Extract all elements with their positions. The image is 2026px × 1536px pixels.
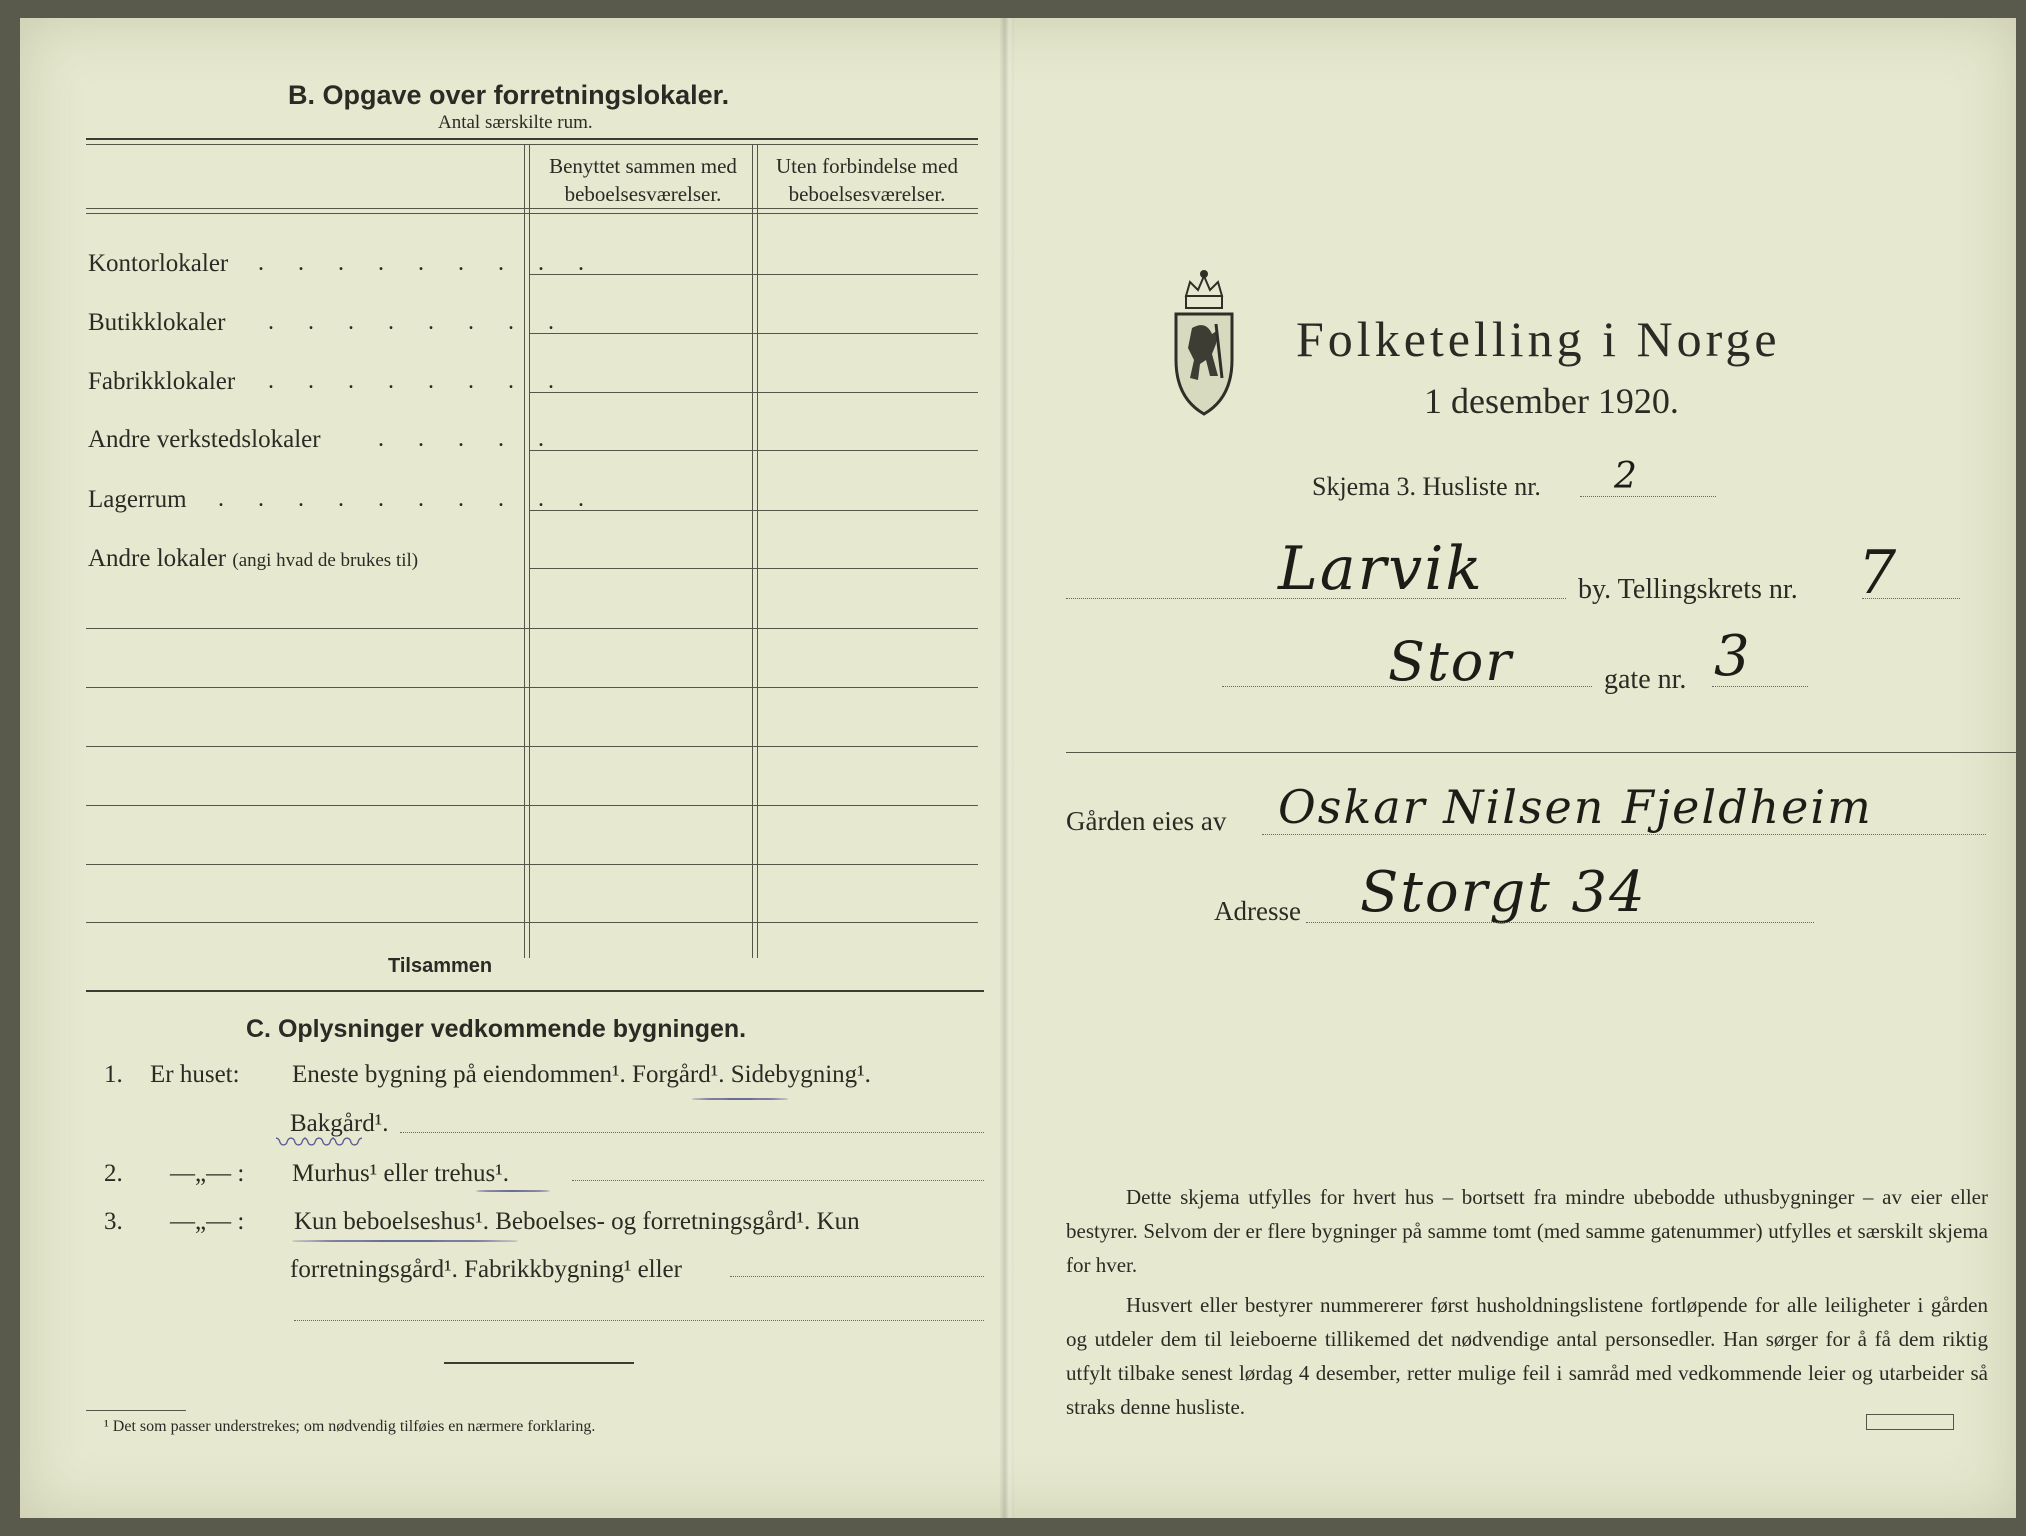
q2-fill-line — [572, 1180, 984, 1181]
row-label-kontor: Kontorlokaler — [88, 250, 229, 277]
cell-rule-11 — [86, 864, 978, 865]
tellingskrets-value: 7 — [1858, 538, 1899, 608]
page-fold — [1000, 18, 1014, 1518]
scribble-mark: 〰〰〰 — [276, 1127, 360, 1160]
row-label-verksted: Andre verkstedslokaler — [88, 426, 321, 453]
q1-label: Er huset: — [150, 1061, 240, 1088]
q3-label: —„— : — [170, 1208, 245, 1235]
husliste-line — [1580, 496, 1716, 497]
row-label-fabrikk: Fabrikklokaler — [88, 368, 236, 395]
by-line — [1066, 598, 1566, 599]
cover-title: Folketelling i Norge — [1296, 311, 1781, 367]
q3-options-line2: forretningsgård¹. Fabrikkbygning¹ eller — [290, 1256, 682, 1283]
address-value: Storgt 34 — [1360, 860, 1647, 925]
q3-number: 3. — [104, 1208, 123, 1235]
row-dots-butikk: . . . . . . . . — [268, 309, 568, 335]
cover-divider — [1066, 752, 2016, 753]
q1-options-line1: Eneste bygning på eiendommen¹. Forgård¹. Sidebygning¹. — [292, 1061, 871, 1088]
row-label-lager: Lagerrum — [88, 486, 187, 513]
owner-line — [1262, 834, 1986, 835]
col-divider-2b — [757, 144, 758, 958]
husliste-nr-value: 2 — [1614, 456, 1639, 497]
cover-date: 1 desember 1920. — [1424, 381, 1679, 421]
col1-header-line2: beboelsesværelser. — [564, 182, 722, 206]
cell-rule-2 — [530, 333, 978, 334]
col2-header-line2: beboelsesværelser. — [788, 182, 946, 206]
by-value: Larvik — [1278, 534, 1484, 604]
printer-stamp-icon — [1866, 1414, 1954, 1430]
row-label-andre — [88, 545, 418, 573]
q1-options-line2: Bakgård¹. — [290, 1110, 389, 1137]
cell-rule-4 — [530, 450, 978, 451]
andre-lokaler-note: (angi hvad de brukes til) — [232, 550, 419, 571]
norway-coat-of-arms-icon — [1172, 268, 1236, 423]
section-b-subtitle: Antal særskilte rum. — [438, 112, 593, 133]
row-dots-fabrikk: . . . . . . . . — [268, 368, 568, 394]
row-dots-kontor: . . . . . . . . . — [258, 250, 598, 276]
gate-label: gate nr. — [1604, 664, 1687, 695]
by-label: by. Tellingskrets nr. — [1578, 574, 1798, 605]
section-c-title: C. Oplysninger vedkommende bygningen. — [246, 1015, 747, 1043]
col1-header-line1: Benyttet sammen med — [549, 154, 737, 178]
owner-value: Oskar Nilsen Fjeldheim — [1278, 780, 1873, 834]
col2-header-line1: Uten forbindelse med — [776, 154, 958, 178]
cell-rule-12 — [86, 922, 978, 923]
instructions-paragraph-2: Husvert eller bestyrer nummererer først husholdningslistene fortløpende for alle leiligheter i gården og utdeler dem til leieboerne tillikemed det nødvendige antal personsedler. Han sørger for å få dem riktig utfylt tilbake senest lørdag 4 desember, retter mulige feil i samråd med vedkommende leier og utarbeider så straks denne husliste. — [1066, 1293, 1988, 1419]
table-top-rule-thin — [86, 144, 978, 145]
row-dots-verksted: . . . . . — [378, 426, 558, 452]
skjema-label: Skjema 3. Husliste nr. — [1312, 472, 1541, 501]
header-rule-2 — [86, 213, 978, 214]
q1-fill-line — [400, 1132, 984, 1133]
footnote-rule — [86, 1410, 186, 1411]
col-divider-2 — [752, 144, 753, 958]
address-label: Adresse — [1214, 896, 1301, 926]
col1-header — [530, 152, 756, 208]
owner-label: Gården eies av — [1066, 806, 1227, 836]
cell-rule-10 — [86, 805, 978, 806]
footnote: ¹ Det som passer understrekes; om nødvendig tilføies en nærmere forklaring. — [104, 1418, 596, 1435]
q3-options-line1: Kun beboelseshus¹. Beboelses- og forretningsgård¹. Kun — [294, 1208, 860, 1235]
andre-lokaler-text: Andre lokaler — [88, 545, 227, 572]
gate-nr-value: 3 — [1714, 624, 1752, 689]
section-b-title: B. Opgave over forretningslokaler. — [288, 80, 730, 110]
q2-number: 2. — [104, 1160, 123, 1187]
cell-rule-9 — [86, 746, 978, 747]
underline-trehus — [476, 1190, 550, 1192]
address-line — [1306, 922, 1814, 923]
col2-header — [754, 152, 980, 208]
row-dots-lager: . . . . . . . . . . — [218, 486, 598, 512]
total-label: Tilsammen — [388, 955, 493, 977]
header-rule — [86, 208, 978, 209]
cell-rule-3 — [530, 392, 978, 393]
underline-kun-beboelseshus — [292, 1240, 518, 1242]
cell-rule-8 — [86, 687, 978, 688]
gate-value: Stor — [1388, 630, 1514, 693]
q1-number: 1. — [104, 1061, 123, 1088]
q3-fill-line — [730, 1276, 984, 1277]
cell-rule-5 — [530, 510, 978, 511]
table-bottom-rule — [86, 990, 984, 992]
cell-rule-7 — [86, 628, 978, 629]
q2-options: Murhus¹ eller trehus¹. — [292, 1160, 510, 1187]
gate-line — [1222, 686, 1592, 687]
cell-rule-1 — [530, 274, 978, 275]
underline-forgard — [692, 1098, 788, 1100]
table-top-rule — [86, 138, 978, 140]
q2-label: —„— : — [170, 1160, 245, 1187]
cell-rule-6 — [530, 568, 978, 569]
row-label-butikk: Butikklokaler — [88, 309, 226, 336]
section-end-rule — [444, 1362, 634, 1364]
instructions-paragraph-1: Dette skjema utfylles for hvert hus – bortsett fra mindre ubebodde uthusbygninger – av eier eller bestyrer. Selvom der er flere bygninger på samme tomt (med samme gatenummer) utfylles et særskilt skjema for hver. — [1066, 1185, 1988, 1277]
q3-fill-line-2 — [294, 1320, 984, 1321]
